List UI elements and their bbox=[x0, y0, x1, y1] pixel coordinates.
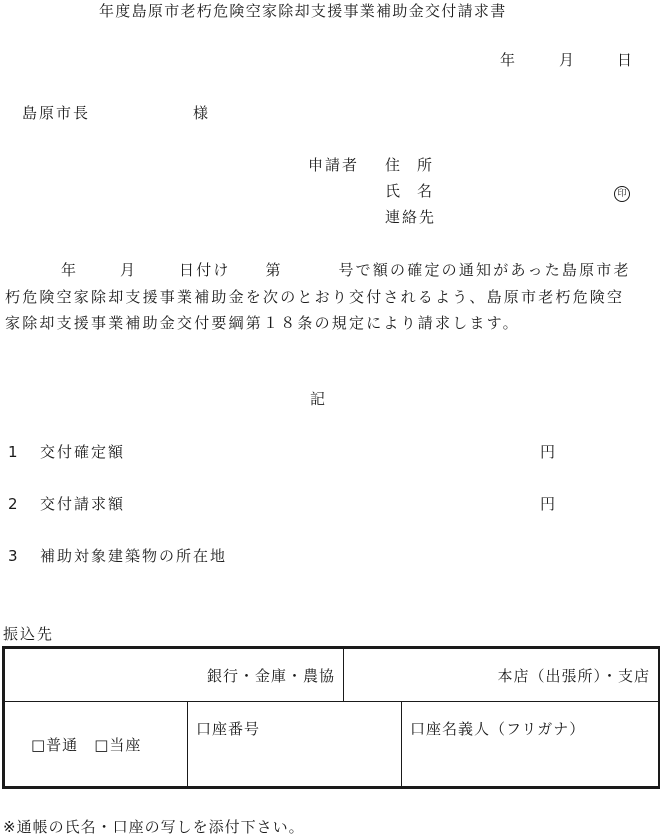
item-1-label: 交付確定額 bbox=[40, 443, 126, 461]
account-holder-cell[interactable] bbox=[402, 702, 660, 788]
body-number-prefix: 第 bbox=[265, 261, 283, 279]
item-1-number: 1 bbox=[8, 443, 19, 461]
item-2-number: 2 bbox=[8, 495, 19, 513]
applicant-name-label: 氏 名 bbox=[385, 182, 434, 200]
account-holder-label: 口座名義人（フリガナ） bbox=[410, 720, 586, 738]
seal-icon: 印 bbox=[614, 186, 630, 202]
addressee-name: 島原市長 bbox=[22, 104, 91, 122]
body-year: 年 bbox=[61, 261, 79, 279]
item-1-unit: 円 bbox=[540, 443, 557, 461]
body-date-suffix: 日付け bbox=[179, 261, 231, 279]
account-type-cell[interactable] bbox=[4, 702, 188, 788]
item-3-label: 補助対象建築物の所在地 bbox=[40, 547, 228, 565]
bank-account-table bbox=[2, 646, 660, 789]
ki-heading: 記 bbox=[310, 390, 327, 408]
account-type-ordinary-checkbox[interactable]: □普通 bbox=[31, 735, 79, 754]
applicant-address-label: 住 所 bbox=[385, 156, 434, 174]
date-month: 月 bbox=[559, 51, 576, 69]
bank-types-label: 銀行・金庫・農協 bbox=[207, 666, 336, 685]
document-title: 年度島原市老朽危険空家除却支援事業補助金交付請求書 bbox=[99, 2, 507, 20]
date-day: 日 bbox=[617, 51, 634, 69]
account-number-label: 口座番号 bbox=[196, 720, 261, 738]
addressee-honorific: 様 bbox=[193, 104, 210, 122]
item-3-number: 3 bbox=[8, 547, 19, 565]
attachment-note: ※通帳の氏名・口座の写しを添付下さい。 bbox=[3, 818, 305, 836]
bank-name-cell[interactable] bbox=[4, 648, 344, 702]
seal-mark bbox=[614, 182, 630, 202]
body-text: 号で額の確定の通知があった島原市老朽危険空家除却支援事業補助金を次のとおり交付されるよう、島原市老朽危険空家除却支援事業補助金交付要綱第１８条の規定により請求します。 bbox=[5, 261, 631, 332]
branch-name-cell[interactable] bbox=[344, 648, 660, 702]
item-2-label: 交付請求額 bbox=[40, 495, 126, 513]
transfer-label: 振込先 bbox=[3, 625, 55, 643]
body-month: 月 bbox=[120, 261, 138, 279]
applicant-label: 申請者 bbox=[308, 156, 360, 174]
applicant-contact-label: 連絡先 bbox=[385, 208, 437, 226]
account-type-current-checkbox[interactable]: □当座 bbox=[94, 735, 142, 754]
item-2-unit: 円 bbox=[540, 495, 557, 513]
request-body bbox=[5, 257, 633, 337]
date-year: 年 bbox=[500, 51, 517, 69]
account-number-cell[interactable] bbox=[188, 702, 402, 788]
branch-types-label: 本店（出張所）・支店 bbox=[497, 666, 651, 685]
